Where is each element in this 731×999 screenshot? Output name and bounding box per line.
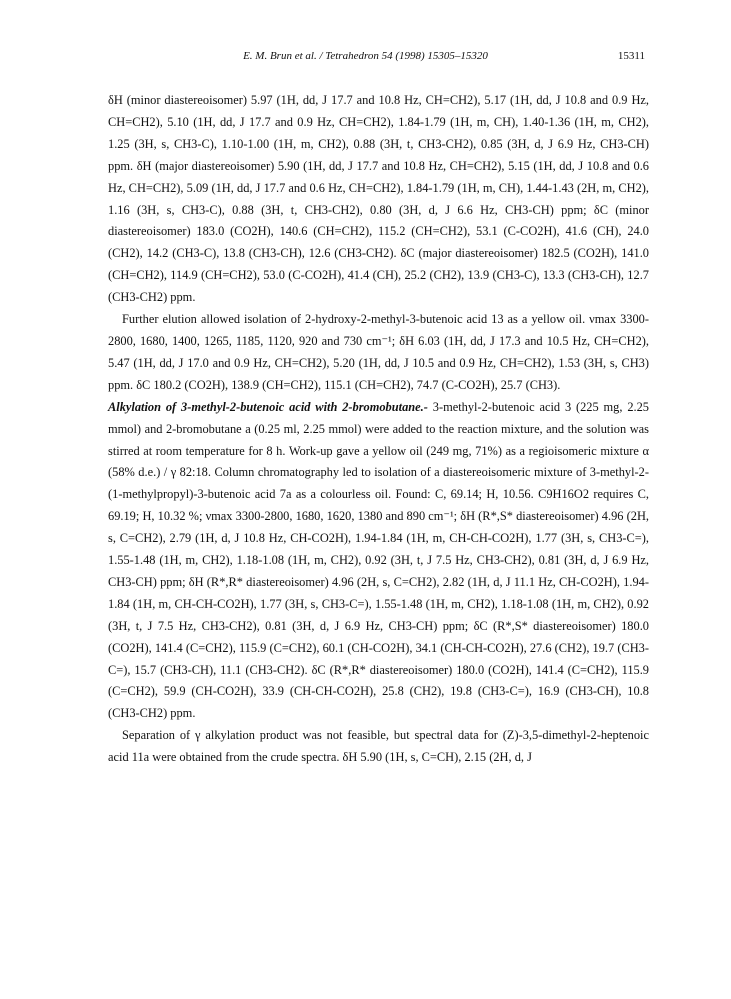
- paragraph-alkylation-text: 3-methyl-2-butenoic acid 3 (225 mg, 2.25 mmol) and 2-bromobutane a (0.25 ml, 2.25 mmol) were added to the reaction mixture, and the solution was stirred at room temperature for 8 h. Work-up gave a yellow oil (249 mg, 71%) as a regioisomeric mixture α (58% d.e.) / γ 82:18. Column chromatography led to isolation of a diastereoisomeric mixture of 3-methyl-2-(1-methylpropyl)-3-butenoic acid 7a as a colourless oil. Found: C, 69.14; H, 10.56. C9H16O2 requires C, 69.19; H, 10.32 %; νmax 3300-2800, 1680, 1620, 1380 and 890 cm⁻¹; δH (R*,S* diastereoisomer) 4.96 (2H, s, C=CH2), 2.79 (1H, d, J 10.8 Hz, CH-CO2H), 1.94-1.84 (1H, m, CH-CH-CO2H), 1.77 (3H, s, CH3-C=), 1.55-1.48 (1H, m, CH2), 1.18-1.08 (1H, m, CH2), 0.92 (3H, t, J 7.5 Hz, CH3-CH2), 0.81 (3H, d, J 6.9 Hz, CH3-CH) ppm; δH (R*,R* diastereoisomer) 4.96 (2H, s, C=CH2), 2.82 (1H, d, J 11.1 Hz, CH-CO2H), 1.94-1.84 (1H, m, CH-CH-CO2H), 1.77 (3H, s, CH3-C=), 1.55-1.48 (1H, m, CH2), 1.18-1.08 (1H, m, CH2), 0.92 (3H, t, J 7.5 Hz, CH3-CH2), 0.81 (3H, d, J 6.9 Hz, CH3-CH) ppm; δC (R*,S* diastereoisomer) 180.0 (CO2H), 141.4 (C=CH2), 115.9 (C=CH2), 60.1 (CH-CO2H), 34.1 (CH-CH-CO2H), 27.6 (CH2), 19.7 (CH3-C=), 15.7 (CH3-CH), 11.1 (CH3-CH2). δC (R*,R* diastereoisomer) 180.0 (CO2H), 141.4 (C=CH2), 115.9 (C=CH2), 59.9 (CH-CO2H), 33.9 (CH-CH-CO2H), 25.8 (CH2), 19.8 (CH3-C=), 16.9 (CH3-CH), 10.8 (CH3-CH2) ppm.: [108, 399, 650, 721]
- paragraph-separation: Separation of γ alkylation product was not feasible, but spectral data for (Z)-3,5-dimethyl-2-heptenoic acid 11a were obtained from the crude spectra. δH 5.90 (1H, s, C=CH), 2.15 (2H, d, J: [108, 728, 649, 765]
- body-text: [108, 90, 649, 769]
- paragraph-alkylation: [108, 397, 649, 726]
- page-header: [0, 50, 731, 66]
- page-number: 15311: [617, 50, 645, 62]
- paragraph-nmr-data: δH (minor diastereoisomer) 5.97 (1H, dd, J 17.7 and 10.8 Hz, CH=CH2), 5.17 (1H, dd, J 10.8 and 0.9 Hz, CH=CH2), 5.10 (1H, dd, J 17.7 and 0.9 Hz, CH=CH2), 1.84-1.79 (1H, m, CH), 1.40-1.36 (1H, m, CH2), 1.25 (3H, s, CH3-C), 1.10-1.00 (1H, m, CH2), 0.88 (3H, t, CH3-CH2), 0.85 (3H, d, J 6.9 Hz, CH3-CH) ppm. δH (major diastereoisomer) 5.90 (1H, dd, J 17.7 and 10.8 Hz, CH=CH2), 5.15 (1H, dd, J 10.8 and 0.6 Hz, CH=CH2), 5.09 (1H, dd, J 17.7 and 0.6 Hz, CH=CH2), 1.84-1.79 (1H, m, CH), 1.44-1.43 (2H, m, CH2), 1.16 (3H, s, CH3-C), 0.88 (3H, t, CH3-CH2), 0.80 (3H, d, J 6.6 Hz, CH3-CH) ppm; δC (minor diastereoisomer) 183.0 (CO2H), 140.6 (CH=CH2), 115.2 (CH=CH2), 53.1 (C-CO2H), 41.6 (CH), 24.0 (CH2), 14.2 (CH3-C), 13.8 (CH3-CH), 12.6 (CH3-CH2). δC (major diastereoisomer) 182.5 (CO2H), 141.0 (CH=CH2), 114.9 (CH=CH2), 53.0 (C-CO2H), 41.4 (CH), 25.2 (CH2), 13.9 (CH3-C), 13.3 (CH3-CH), 12.7 (CH3-CH2) ppm.: [108, 93, 649, 305]
- section-run-in-heading: Alkylation of 3-methyl-2-butenoic acid with 2-bromobutane.-: [108, 399, 428, 414]
- paragraph-further-elution: Further elution allowed isolation of 2-hydroxy-2-methyl-3-butenoic acid 13 as a yellow oil. νmax 3300-2800, 1680, 1400, 1265, 1185, 1120, 920 and 730 cm⁻¹; δH 6.03 (1H, dd, J 17.3 and 10.5 Hz, CH=CH2), 5.47 (1H, dd, J 17.0 and 0.9 Hz, CH=CH2), 5.20 (1H, dd, J 10.5 and 0.9 Hz, CH=CH2), 1.53 (3H, s, CH3) ppm. δC 180.2 (CO2H), 138.9 (CH=CH2), 115.1 (CH=CH2), 74.7 (C-CO2H), 25.7 (CH3).: [108, 312, 649, 392]
- running-head: E. M. Brun et al. / Tetrahedron 54 (1998) 15305–15320: [243, 50, 488, 62]
